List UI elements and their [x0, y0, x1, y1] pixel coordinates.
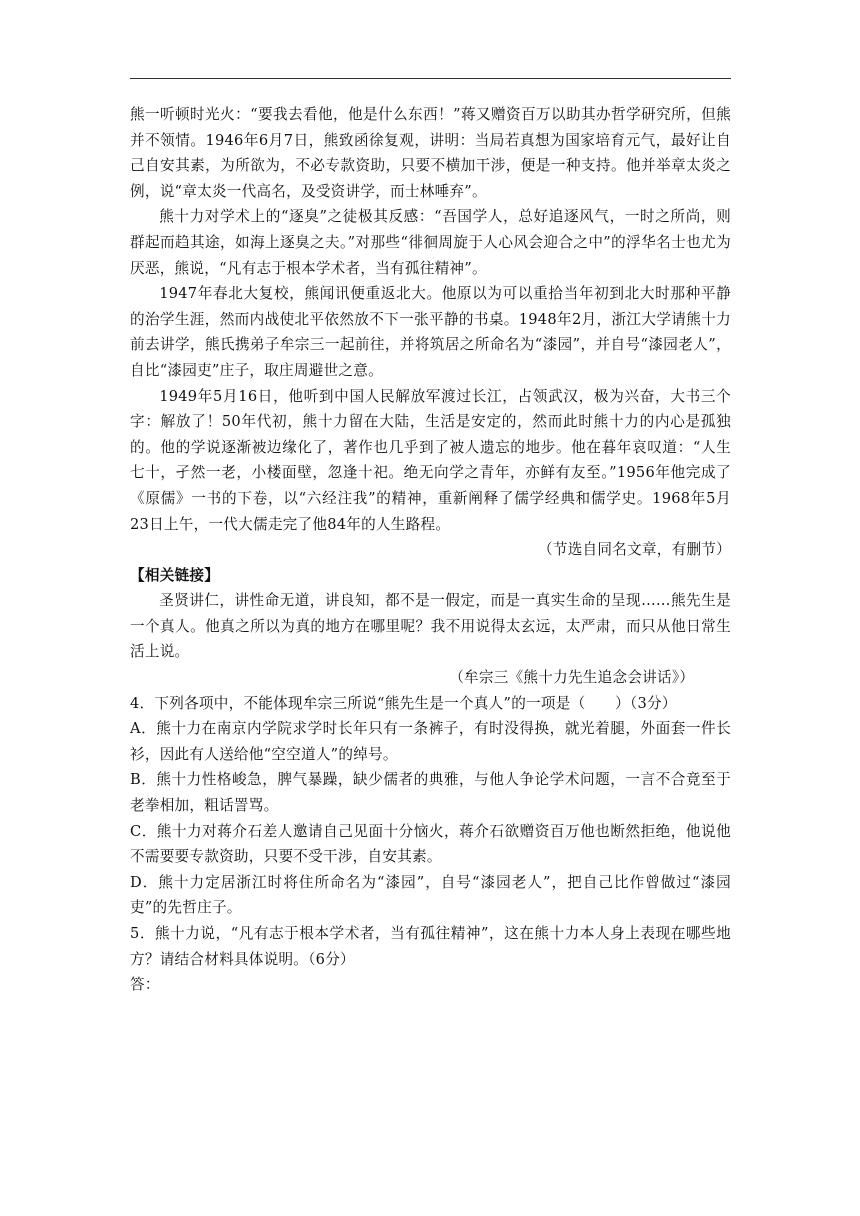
body-paragraph-1: 熊一听顿时光火：“要我去看他，他是什么东西！”蒋又赠资百万以助其办哲学研究所，但熊并不领情。1946年6月7日，熊致函徐复观，讲明：当局若真想为国家培育元气，最好让自己自安其素，为所欲为，不必专款资助，只要不横加干涉，便是一种支持。他并举章太炎之例，说“章太炎一代高名，及受资讲学，而士林唾弃”。 — [130, 106, 731, 200]
question-4-option-a: A．熊十力在南京内学院求学时长年只有一条裤子，有时没得换，就光着腿，外面套一件长衫，因此有人送给他“空空道人”的绰号。 — [130, 720, 731, 763]
answer-label: 答： — [130, 976, 160, 994]
body-paragraph-4: 1949年5月16日，他听到中国人民解放军渡过长江，占领武汉，极为兴奋，大书三个字：解放了！50年代初，熊十力留在大陆，生活是安定的，然而此时熊十力的内心是孤独的。他的学说逐渐被边缘化了，著作也几乎到了被人遗忘的地步。他在暮年哀叹道：“人生七十，孑然一老，小楼面壁，忽逢十祀。绝无向学之青年，亦鲜有友至。”1956年他完成了《原儒》一书的下卷，以“六经注我”的精神，重新阐释了儒学经典和儒学史。1968年5月23日上午，一代大儒走完了他84年的人生路程。 — [130, 387, 731, 533]
header-rule — [130, 78, 731, 79]
question-5-stem: 5．熊十力说，“凡有志于根本学术者，当有孤往精神”，这在熊十力本人身上表现在哪些地方？请结合材料具体说明。（6分） — [130, 925, 731, 968]
body-paragraph-3: 1947年春北大复校，熊闻讯便重返北大。他原以为可以重拾当年初到北大时那种平静的治学生涯，然而内战使北平依然放不下一张平静的书桌。1948年2月，浙江大学请熊十力前去讲学，熊氏携弟子牟宗三一起前往，并将筑居之所命名为“漆园”，并自号“漆园老人”，自比“漆园吏”庄子，取庄周避世之意。 — [130, 285, 731, 379]
document-body — [130, 102, 731, 998]
body-paragraph-2: 熊十力对学术上的“逐臭”之徒极其反感：“吾国学人，总好追逐风气，一时之所尚，则群起而趋其途，如海上逐臭之夫。”对那些“徘徊周旋于人心风会迎合之中”的浮华名士也尤为厌恶，熊说，“凡有志于根本学术者，当有孤往精神”。 — [130, 208, 731, 277]
related-link-text: 圣贤讲仁，讲性命无道，讲良知，都不是一假定，而是一真实生命的呈现……熊先生是一个真人。他真之所以为真的地方在哪里呢？我不用说得太玄远，太严肃，而只从他日常生活上说。 — [130, 592, 731, 661]
related-link-source: （牟宗三《熊十力先生追念会讲话》） — [449, 669, 695, 687]
question-4-option-d: D．熊十力定居浙江时将住所命名为“漆园”，自号“漆园老人”，把自己比作曾做过“漆园吏”的先哲庄子。 — [130, 873, 731, 917]
question-4-stem: 4．下列各项中，不能体现牟宗三所说“熊先生是一个真人”的一项是（ ）（3分） — [130, 694, 677, 712]
question-4-option-b: B．熊十力性格峻急，脾气暴躁，缺少儒者的典雅，与他人争论学术问题，一言不合竟至于老拳相加，粗话詈骂。 — [130, 771, 731, 815]
related-link-heading: 【相关链接】 — [130, 566, 220, 584]
source-note: （节选自同名文章，有删节） — [538, 541, 731, 559]
question-4-option-c: C．熊十力对蒋介石差人邀请自己见面十分恼火，蒋介石欲赠资百万他也断然拒绝，他说他不需要要专款资助，只要不受干涉，自安其素。 — [130, 822, 731, 866]
